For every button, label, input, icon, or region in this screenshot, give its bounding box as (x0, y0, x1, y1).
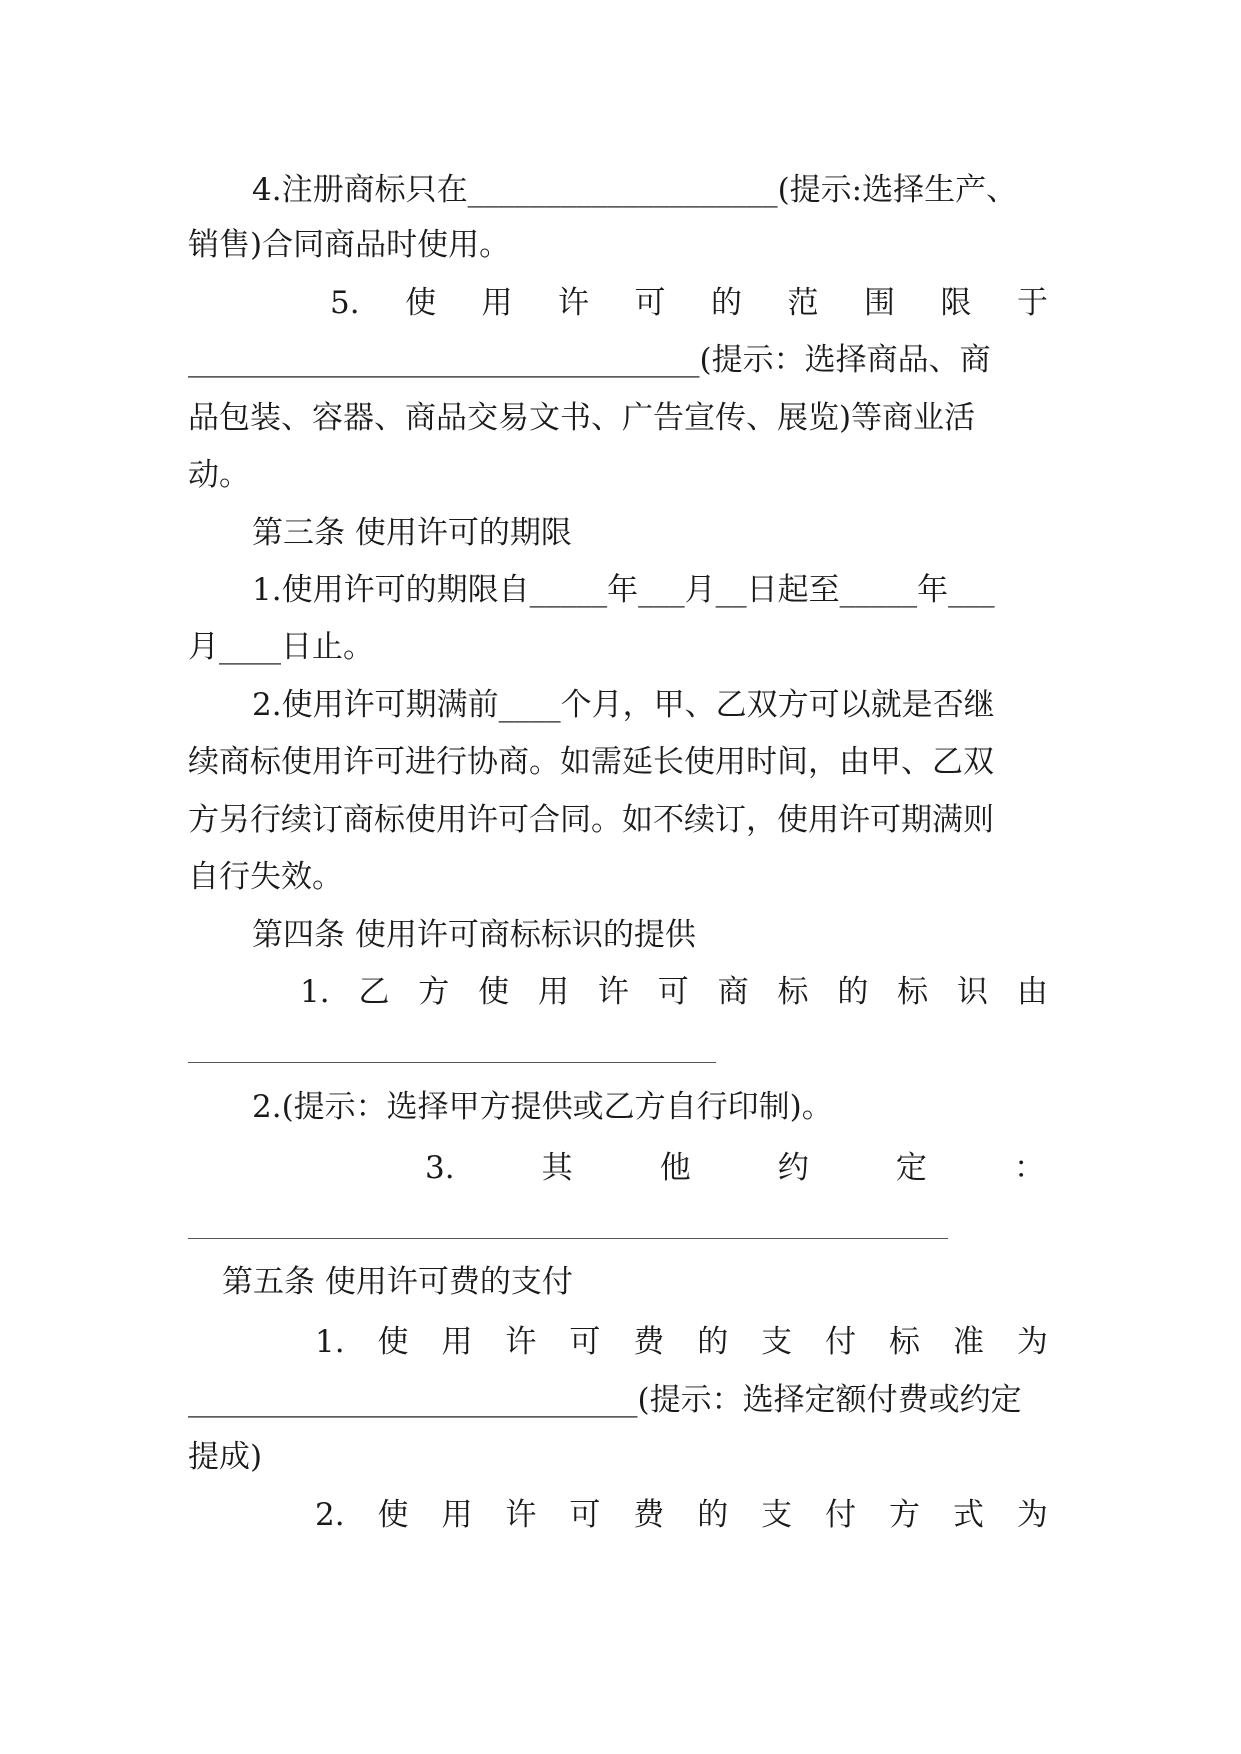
spread-char: 方 (418, 974, 450, 1010)
spread-char: 可 (569, 1324, 601, 1360)
spread-char: 为 (1016, 1497, 1048, 1533)
spread-char: 1. (315, 1324, 345, 1360)
clause-2-4-line-1: 4.注册商标只在____________________(提示:选择生产、 (252, 172, 1018, 208)
spread-char: 乙 (358, 974, 390, 1010)
spread-char: 可 (569, 1497, 601, 1533)
spread-char: 其 (541, 1150, 573, 1186)
clause-4-2: 2.(提示：选择甲方提供或乙方自行印制)。 (252, 1089, 833, 1125)
spread-char: 的 (697, 1497, 729, 1533)
spread-char: 定 (895, 1150, 927, 1186)
clause-2-5-line-1 (330, 283, 1048, 323)
spread-char: 付 (825, 1497, 857, 1533)
spread-char: 使 (405, 285, 437, 321)
clause-3-1-line-1: 1.使用许可的期限自_____年___月__日起至_____年___ (252, 572, 995, 608)
spread-char: 可 (634, 285, 666, 321)
spread-char: 使 (478, 974, 510, 1010)
spread-char: 费 (633, 1497, 665, 1533)
clause-3-2-line-3: 方另行续订商标使用许可合同。如不续订，使用许可期满则 (188, 802, 994, 838)
spread-char: 1. (300, 974, 330, 1010)
clause-3-1-line-2: 月____日止。 (188, 629, 374, 665)
clause-4-1-line-1 (300, 972, 1048, 1012)
clause-3-2-line-1: 2.使用许可期满前____个月，甲、乙双方可以就是否继 (252, 687, 995, 723)
clause-5-1-line-2: _____________________________(提示：选择定额付费或约定 (188, 1382, 1022, 1418)
spread-char: 支 (761, 1497, 793, 1533)
spread-char: 商 (717, 974, 749, 1010)
spread-char: 费 (633, 1324, 665, 1360)
spread-char: 于 (1016, 285, 1048, 321)
spread-char: 许 (505, 1324, 537, 1360)
clause-5-1-line-1 (315, 1322, 1048, 1362)
article-4-heading: 第四条 使用许可商标标识的提供 (252, 917, 696, 953)
spread-char: 用 (538, 974, 570, 1010)
spread-char: 的 (837, 974, 869, 1010)
spread-char: 许 (505, 1497, 537, 1533)
article-5-heading: 第五条 使用许可费的支付 (222, 1264, 573, 1300)
spread-char: 2. (315, 1497, 345, 1533)
spread-char: 方 (889, 1497, 921, 1533)
spread-char: 使 (377, 1324, 409, 1360)
clause-3-2-line-4: 自行失效。 (188, 859, 343, 895)
spread-char: 许 (597, 974, 629, 1010)
spread-char: 识 (957, 974, 989, 1010)
spread-char: 式 (952, 1497, 984, 1533)
spread-char: 许 (558, 285, 590, 321)
spread-char: 标 (777, 974, 809, 1010)
clause-2-5-line-2: _________________________________(提示：选择商品、商 (188, 342, 991, 378)
spread-char: 限 (940, 285, 972, 321)
spread-char: 由 (1016, 974, 1048, 1010)
spread-char: 付 (825, 1324, 857, 1360)
clause-5-1-line-3: 提成) (188, 1439, 263, 1475)
spread-char: 的 (711, 285, 742, 321)
spread-char: 他 (659, 1150, 691, 1186)
spread-char: 为 (1016, 1324, 1048, 1360)
clause-2-4-line-2: 销售)合同商品时使用。 (188, 227, 511, 263)
spread-char: 标 (889, 1324, 921, 1360)
spread-char: 约 (777, 1150, 809, 1186)
spread-char: ： (1013, 1150, 1045, 1186)
spread-char: 使 (377, 1497, 409, 1533)
spread-char: 准 (952, 1324, 984, 1360)
spread-char: 用 (481, 285, 513, 321)
spread-char: 标 (897, 974, 929, 1010)
spread-char: 支 (761, 1324, 793, 1360)
clause-2-5-line-3: 品包装、容器、商品交易文书、广告宣传、展览)等商业活 (188, 400, 976, 436)
clause-5-2-line-1 (315, 1495, 1048, 1535)
article-3-heading: 第三条 使用许可的期限 (252, 515, 572, 551)
spread-char: 可 (657, 974, 689, 1010)
spread-char: 用 (441, 1497, 473, 1533)
blank-line (188, 1238, 948, 1239)
clause-2-5-line-4: 动。 (188, 457, 250, 493)
spread-char: 5. (330, 285, 360, 321)
spread-char: 的 (697, 1324, 729, 1360)
clause-3-2-line-2: 续商标使用许可进行协商。如需延长使用时间，由甲、乙双 (188, 744, 994, 780)
blank-line (188, 1062, 716, 1063)
spread-char: 范 (787, 285, 819, 321)
spread-char: 用 (441, 1324, 473, 1360)
spread-char: 3. (425, 1150, 455, 1186)
spread-char: 围 (863, 285, 895, 321)
clause-4-3-line-1 (425, 1148, 1045, 1188)
